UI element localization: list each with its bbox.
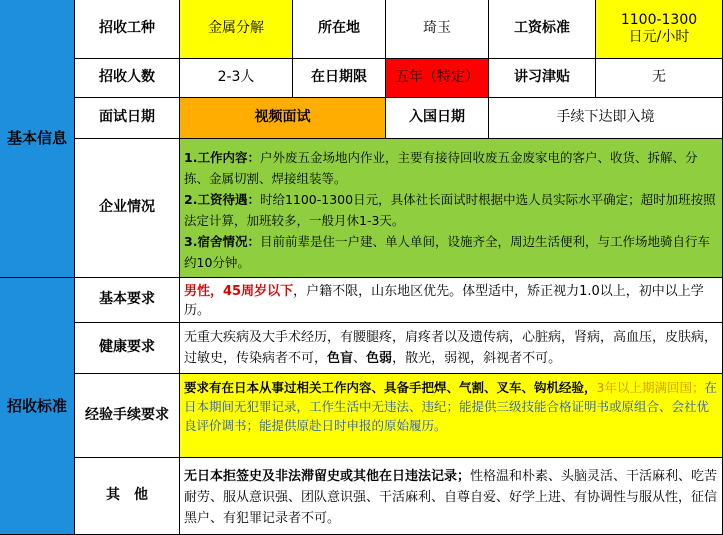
location-value <box>386 0 489 59</box>
health-req-bold-a: 色盲 <box>327 351 354 366</box>
company-item-dorm-title: 3.宿舍情况： <box>184 234 260 249</box>
count-label-text: 招收人数 <box>99 69 155 86</box>
salary-label-text: 工资标准 <box>514 20 570 37</box>
basic-req-label <box>75 278 180 323</box>
company-item-salary-text: 时给1100-1300日元，具体社长面试时根据中选人员实际水平确定；超时加班按照法定计算，加班较多，一般月休1-3天。 <box>184 192 716 228</box>
health-req-label-text: 健康要求 <box>99 339 155 356</box>
basic-req-text: ，户籍不限，山东地区优先。体型适中，矫正视力1.0以上，初中以上学历。 <box>184 284 704 318</box>
allowance-label-text: 讲习津贴 <box>514 69 570 86</box>
interview-label-text: 面试日期 <box>99 109 155 126</box>
section-recruit-standard-label: 招收标准 <box>6 396 67 415</box>
exp-req-label-text: 经验手续要求 <box>85 406 169 423</box>
other-req-label-text: 其 他 <box>106 487 148 504</box>
salary-value <box>596 0 723 59</box>
location-value-text: 琦玉 <box>423 20 451 37</box>
salary-value-line2: 日元/小时 <box>628 29 690 45</box>
job-type-value-text: 金属分解 <box>208 20 264 37</box>
company-item-salary <box>184 189 718 231</box>
company-item-dorm <box>184 231 718 273</box>
exp-req-blue: 在日本期间无犯罪记录，工作生活中无违法、违纪；能提供三级技能合格证明书或原组合、会社优良评价调书；能提供原赴日时申报的原始履历。 <box>184 380 717 433</box>
entry-value-text: 手续下达即入境 <box>556 109 655 126</box>
exp-req-value <box>180 374 723 458</box>
exp-req-label <box>75 374 180 458</box>
job-type-label-text: 招收工种 <box>99 20 155 37</box>
health-req-text-b: ，散光，弱视，斜视者不可。 <box>392 351 562 366</box>
section-recruit-standard <box>0 278 75 535</box>
health-req-bold-b: 色弱 <box>366 351 393 366</box>
company-label-text: 企业情况 <box>99 199 155 216</box>
basic-req-value <box>180 278 723 323</box>
allowance-value-text: 无 <box>652 69 666 86</box>
location-label <box>293 0 386 59</box>
entry-label <box>386 98 489 139</box>
location-label-text: 所在地 <box>318 20 360 37</box>
company-item-salary-title: 2.工资待遇： <box>184 192 260 207</box>
company-item-work-title: 1.工作内容： <box>184 150 260 165</box>
interview-value <box>180 98 386 139</box>
salary-label <box>489 0 596 59</box>
company-item-dorm-text: 目前前辈是住一户建、单人单间，设施齐全，周边生活便利，与工作场地骑自行车约10分钟。 <box>184 234 710 270</box>
entry-label-text: 入国日期 <box>409 109 465 126</box>
job-type-value <box>180 0 293 59</box>
health-req-value <box>180 323 723 374</box>
company-details <box>180 139 723 278</box>
term-value <box>386 59 489 98</box>
count-label <box>75 59 180 98</box>
section-basic-info-label: 基本信息 <box>6 129 67 148</box>
basic-req-highlight: 男性，45周岁以下 <box>184 284 294 299</box>
interview-value-text: 视频面试 <box>254 109 311 126</box>
allowance-value <box>596 59 723 98</box>
job-type-label <box>75 0 180 59</box>
term-label-text: 在日期限 <box>311 69 367 86</box>
other-req-label <box>75 458 180 535</box>
term-label <box>293 59 386 98</box>
health-req-sep: 、 <box>353 351 367 366</box>
company-item-work <box>184 147 718 189</box>
allowance-label <box>489 59 596 98</box>
entry-value <box>489 98 723 139</box>
company-item-work-text: 户外废五金场地内作业，主要有接待回收废五金废家电的客户、收货、拆解、分拣、金属切割、焊接组装等。 <box>184 150 698 186</box>
count-value-text: 2-3人 <box>217 69 255 86</box>
count-value <box>180 59 293 98</box>
interview-label <box>75 98 180 139</box>
section-basic-info <box>0 0 75 278</box>
term-value-text: 五年（特定） <box>395 69 479 86</box>
salary-value-line1: 1100-1300 <box>620 11 698 28</box>
exp-req-bold: 要求有在日本从事过相关工作内容、具备手把焊、气割、叉车、钩机经验， <box>184 380 597 395</box>
health-req-label <box>75 323 180 374</box>
company-label <box>75 139 180 278</box>
other-req-value <box>180 458 723 535</box>
basic-req-label-text: 基本要求 <box>99 291 155 308</box>
other-req-bold: 无日本拒签史及非法滞留史或其他在日违法记录； <box>184 469 471 484</box>
exp-req-orange: 3年以上期满回国； <box>596 380 705 395</box>
other-req-text: 性格温和朴素、头脑灵活、干活麻利、吃苦耐劳、服从意识强、团队意识强、干活麻利、自尊自爱、好学上进、有协调性与服从性，征信黑户、有犯罪记录者不可。 <box>184 469 718 526</box>
health-req-text-a: 无重大疾病及大手术经历，有腰腿疼，肩疼者以及遗传病，心脏病，肾病，高血压，皮肤病，过敏史，传染病者不可， <box>184 330 718 366</box>
